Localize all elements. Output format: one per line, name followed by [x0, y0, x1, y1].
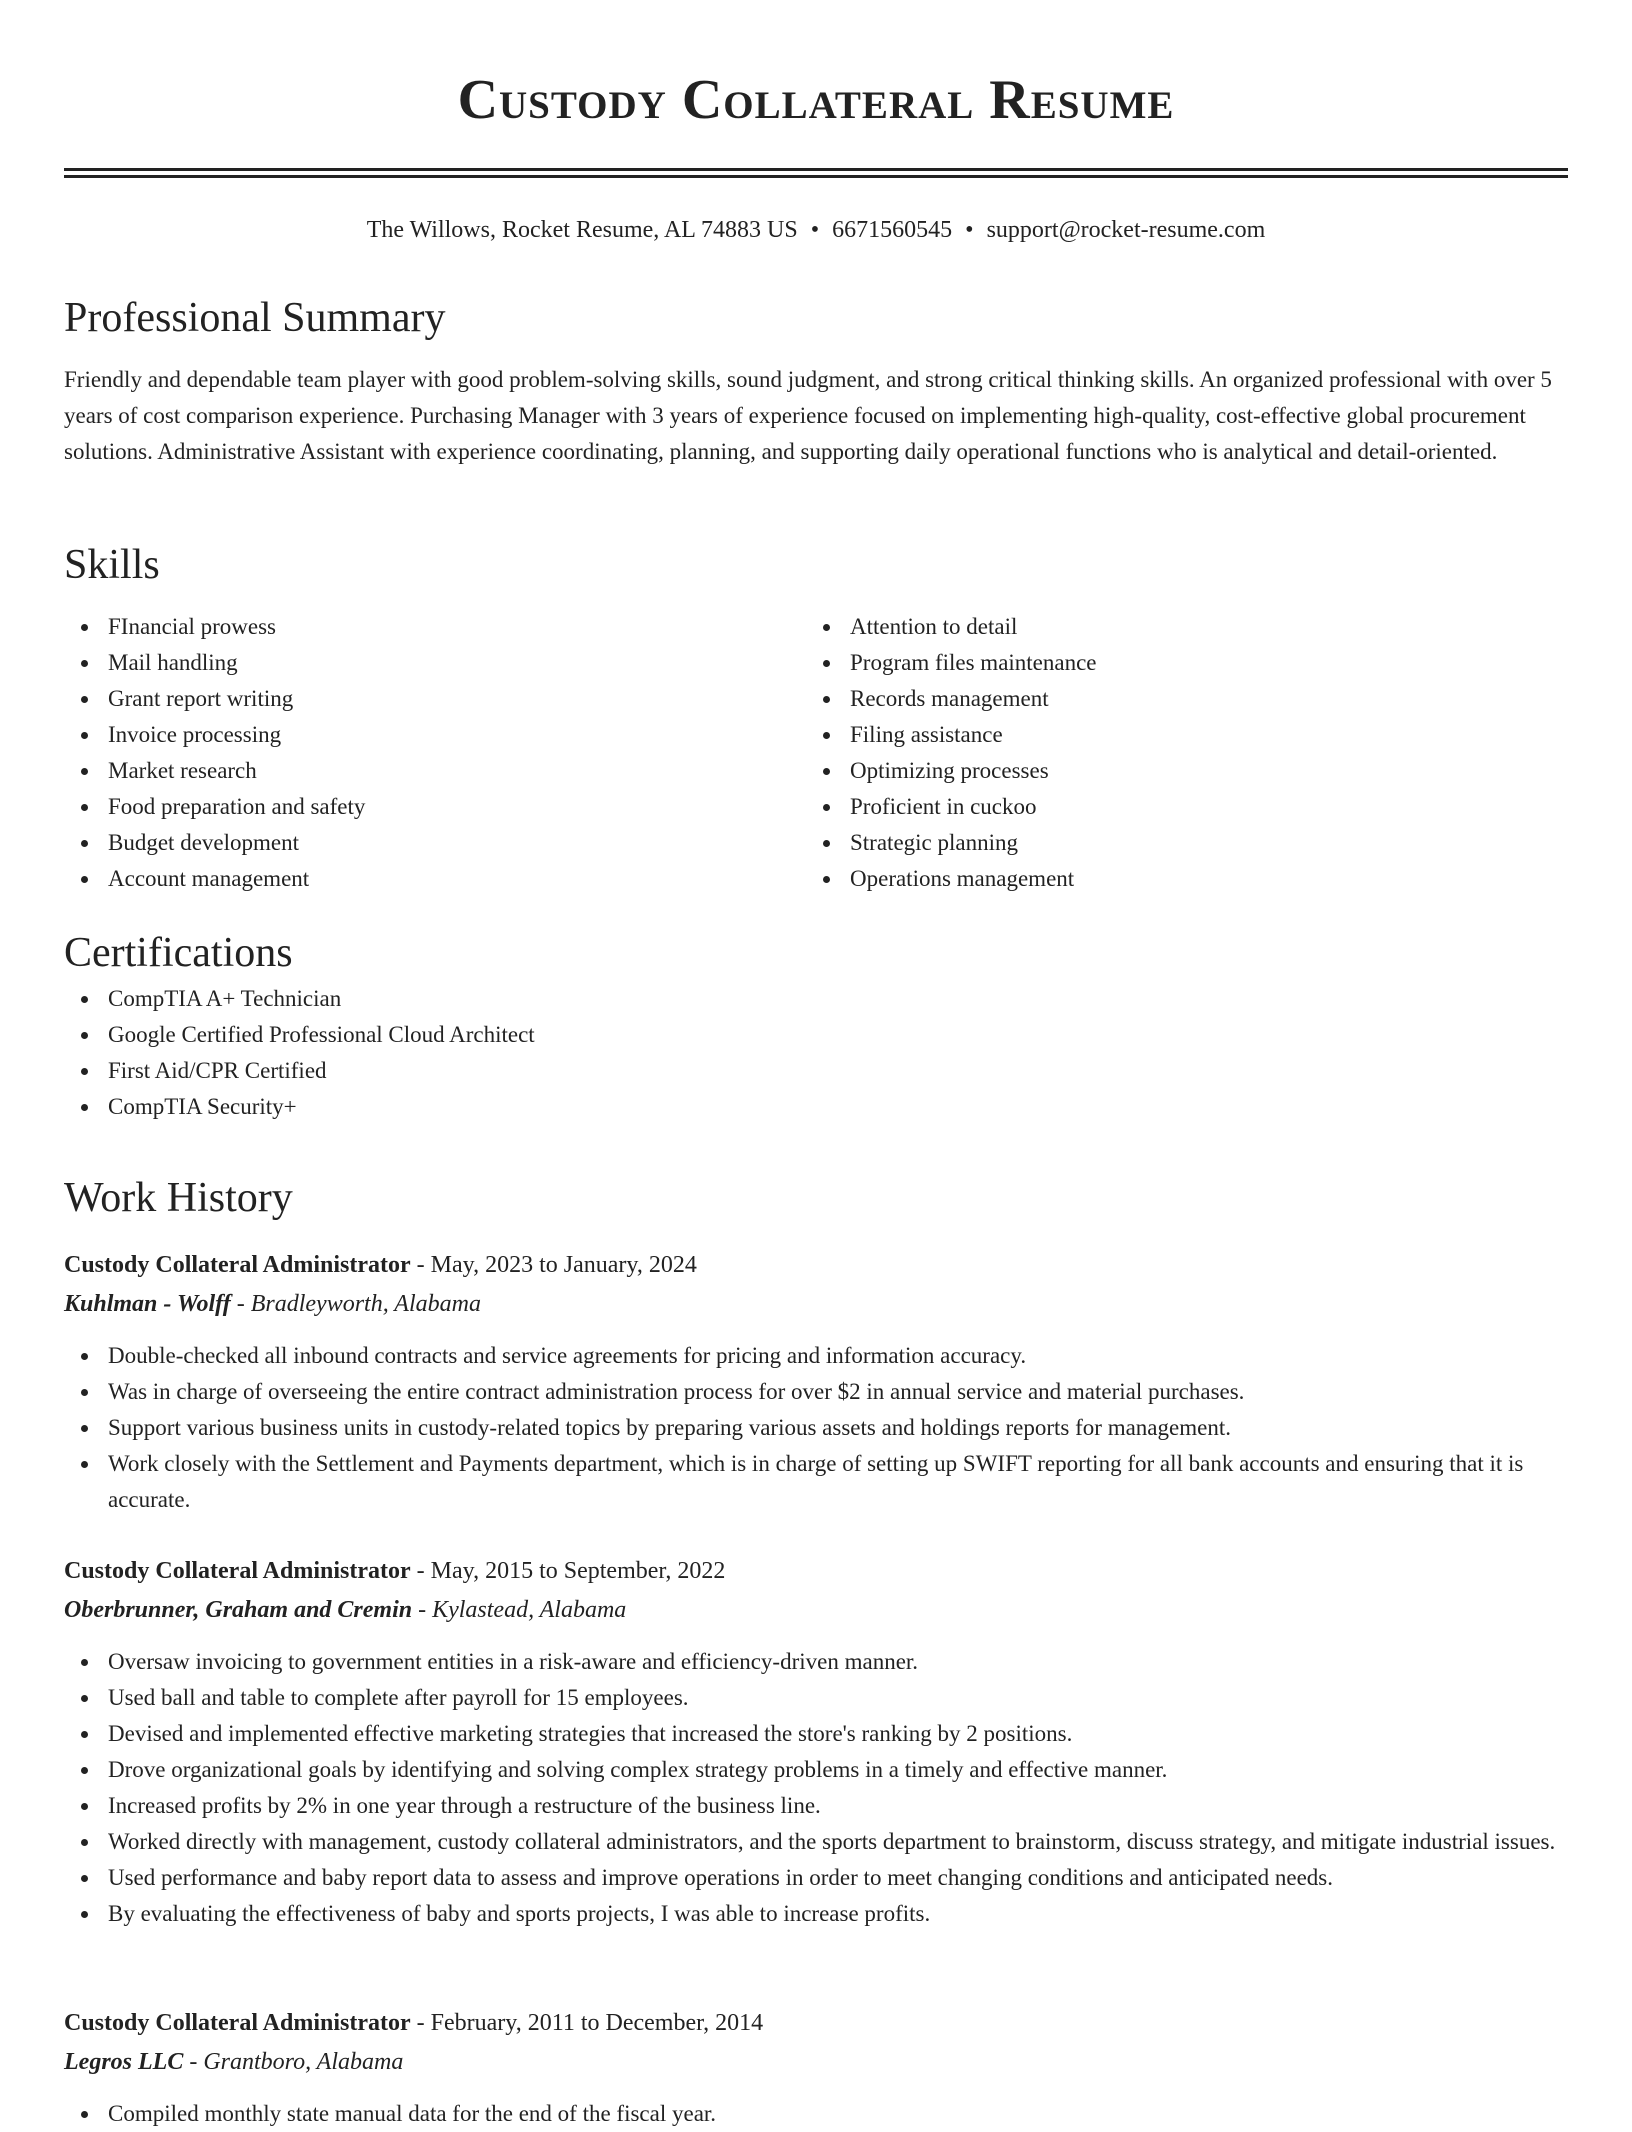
job-bullet: Oversaw invoicing to government entities in a risk-aware and efficiency-driven manner. [64, 1644, 1568, 1680]
job-bullet: Double-checked all inbound contracts and service agreements for pricing and information accuracy. [64, 1338, 1568, 1374]
skill-item: Strategic planning [806, 825, 1548, 861]
skills-section [64, 537, 1568, 897]
job-company: Oberbrunner, Graham and Cremin [64, 1597, 413, 1623]
skill-item: Program files maintenance [806, 645, 1548, 681]
job-bullet: Support various business units in custody-related topics by preparing various assets and holdings reports for management. [64, 1410, 1568, 1446]
skills-list-right [806, 609, 1548, 897]
skill-item: Optimizing processes [806, 753, 1548, 789]
job-bullet: Devised and implemented effective marketing strategies that increased the store's ranking by 2 positions. [64, 1716, 1568, 1752]
header-rule-top [64, 168, 1568, 171]
job-bullet: Was in charge of overseeing the entire contract administration process for over $2 in annual service and material purchases. [64, 1374, 1568, 1410]
job-bullets [64, 1644, 1568, 1932]
job-company: Kuhlman - Wolff [64, 1291, 231, 1317]
contact-email: support@rocket-resume.com [986, 217, 1266, 243]
certification-item: Google Certified Professional Cloud Architect [64, 1017, 1568, 1053]
skill-item: Attention to detail [806, 609, 1548, 645]
job-bullets [64, 1338, 1568, 1518]
job-bullet: Worked directly with management, custody collateral administrators, and the sports department to brainstorm, discuss strategy, and mitigate industrial issues. [64, 1824, 1568, 1860]
skill-item: Operations management [806, 861, 1548, 897]
job-title: Custody Collateral Administrator [64, 2010, 411, 2036]
job-dates: - May, 2023 to January, 2024 [410, 1252, 697, 1278]
contact-address: The Willows, Rocket Resume, AL 74883 US [366, 217, 798, 243]
job-entry [64, 1246, 1568, 1518]
summary-section [64, 290, 1568, 470]
job-bullet: Work closely with the Settlement and Payments department, which is in charge of setting up SWIFT reporting for all bank accounts and ensuring that it is accurate. [64, 1446, 1568, 1518]
skill-item: Food preparation and safety [64, 789, 806, 825]
contact-separator: • [810, 217, 820, 243]
job-company-line [64, 2042, 1568, 2082]
job-location: - Bradleyworth, Alabama [230, 1291, 481, 1317]
job-company-line [64, 1590, 1568, 1630]
resume-title: Custody Collateral Resume [457, 69, 1175, 131]
skill-item: Mail handling [64, 645, 806, 681]
contact-phone: 6671560545 [832, 217, 953, 243]
job-title-line [64, 2004, 1568, 2042]
job-bullets [64, 2096, 1568, 2132]
job-bullet: Drove organizational goals by identifying and solving complex strategy problems in a timely and effective manner. [64, 1752, 1568, 1788]
job-title: Custody Collateral Administrator [64, 1558, 411, 1584]
job-title: Custody Collateral Administrator [64, 1252, 411, 1278]
skill-item: Invoice processing [64, 717, 806, 753]
job-company-line [64, 1284, 1568, 1324]
work-history-section [64, 1170, 1568, 1226]
job-bullet: Used ball and table to complete after payroll for 15 employees. [64, 1680, 1568, 1716]
skill-item: Market research [64, 753, 806, 789]
job-title-line [64, 1552, 1568, 1590]
skill-item: Proficient in cuckoo [806, 789, 1548, 825]
job-dates: - May, 2015 to September, 2022 [410, 1558, 726, 1584]
certification-item: First Aid/CPR Certified [64, 1053, 1568, 1089]
certification-item: CompTIA Security+ [64, 1089, 1568, 1125]
certifications-section [64, 925, 1568, 1125]
skill-item: Account management [64, 861, 806, 897]
skill-item: Filing assistance [806, 717, 1548, 753]
skill-item: Records management [806, 681, 1548, 717]
skills-list-left [64, 609, 806, 897]
job-title-line [64, 1246, 1568, 1284]
job-bullet: Used performance and baby report data to assess and improve operations in order to meet changing conditions and anticipated needs. [64, 1860, 1568, 1896]
contact-separator: • [965, 217, 974, 243]
job-bullet: Compiled monthly state manual data for the end of the fiscal year. [64, 2096, 1568, 2132]
skills-columns [64, 609, 1568, 897]
skill-item: FInancial prowess [64, 609, 806, 645]
job-entry [64, 1552, 1568, 1932]
header-rule-bottom [64, 175, 1568, 178]
job-entry [64, 2004, 1568, 2132]
resume-page [64, 0, 1568, 2126]
summary-heading: Professional Summary [64, 295, 446, 341]
contact-line [64, 212, 1568, 248]
skill-item: Grant report writing [64, 681, 806, 717]
skills-heading: Skills [64, 542, 160, 588]
job-location: - Grantboro, Alabama [183, 2049, 404, 2075]
job-dates: - February, 2011 to December, 2014 [410, 2010, 764, 2036]
job-location: - Kylastead, Alabama [412, 1597, 627, 1623]
certifications-list [64, 981, 1568, 1125]
job-bullet: Increased profits by 2% in one year through a restructure of the business line. [64, 1788, 1568, 1824]
certifications-heading: Certifications [64, 930, 293, 976]
job-bullet: By evaluating the effectiveness of baby and sports projects, I was able to increase profits. [64, 1896, 1568, 1932]
job-company: Legros LLC [64, 2049, 184, 2075]
summary-text: Friendly and dependable team player with good problem-solving skills, sound judgment, and strong critical thinking skills. An organized professional with over 5 years of cost comparison experience. Purchasing Manager with 3 years of experience focused on implementing high-quality, cost-effective global procurement solutions. Administrative Assistant with experience coordinating, planning, and supporting daily operational functions who is analytical and detail-oriented. [64, 367, 1552, 464]
work-history-heading: Work History [64, 1175, 293, 1221]
skill-item: Budget development [64, 825, 806, 861]
certification-item: CompTIA A+ Technician [64, 981, 1568, 1017]
